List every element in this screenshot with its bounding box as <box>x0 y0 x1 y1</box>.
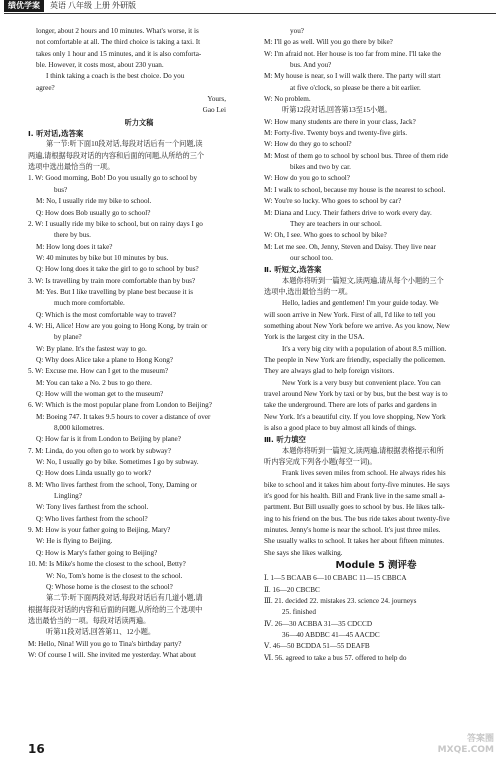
answer-line: 25. finished <box>282 608 316 617</box>
text-line: bus. And you? <box>290 61 332 70</box>
text-line: Q: How is Mary's father going to Beijing? <box>36 548 158 557</box>
text-line: 选项中,选出最恰当的一项。 <box>264 287 353 296</box>
text-line: something about New York before we arrive. As you know, New <box>264 321 450 330</box>
text-line: 听力文稿 <box>124 117 154 127</box>
text-line: 5. W: Excuse me. How can I get to the museum? <box>28 367 169 376</box>
text-line: at five o'clock, so please be there a bit earlier. <box>290 83 421 92</box>
text-line: Q: Who lives farthest from the school? <box>36 514 148 523</box>
text-line: New York. It's a beautiful city. If you love shopping, New York <box>264 412 446 421</box>
text-line: York is the largest city in the USA. <box>264 333 365 342</box>
text-line: 8,000 kilometres. <box>54 424 105 433</box>
text-line: M: No, I usually ride my bike to school. <box>36 197 152 206</box>
text-line: 6. W: Which is the most popular plane from London to Beijing? <box>28 401 212 410</box>
text-line: partment. But Bill usually goes to school by bus. He likes talk- <box>264 503 445 512</box>
text-line: W: Oh, I see. Who goes to school by bike? <box>264 231 387 240</box>
answer-line: Ⅲ. 21. decided 22. mistakes 23. science 24. journeys <box>264 596 417 605</box>
text-line: 听第11段对话,回答第11、12小题。 <box>46 628 156 637</box>
text-line: Q: How does Bob usually go to school? <box>36 208 151 217</box>
text-line: W: Of course I will. She invited me yesterday. What about <box>28 650 196 659</box>
text-line: bikes and two by car. <box>290 163 351 172</box>
module-test-title: Module 5 测评卷 <box>335 560 417 572</box>
text-line: W: No, Tom's home is the closest to the school. <box>46 571 183 580</box>
text-line: Yours, <box>207 95 226 104</box>
text-line: M: Forty-five. Twenty boys and twenty-five girls. <box>264 129 408 138</box>
text-line: M: How long does it take? <box>36 242 113 251</box>
text-line: Gao Lei <box>202 106 226 115</box>
text-line: 两遍,请根据每段对话的内容和后面的问题,从所给的三个 <box>28 151 205 160</box>
answer-key <box>264 573 488 664</box>
page-number: 16 <box>28 742 45 756</box>
text-line: Frank lives seven miles from school. He always rides his <box>282 469 446 478</box>
text-line: 9. M: How is your father going to Beijing, Mary? <box>28 526 171 535</box>
text-line: 2. W: I usually ride my bike to school, but on rainy days I go <box>28 219 203 228</box>
text-line: bike to school and it takes him about forty-five minutes. He says <box>264 480 450 489</box>
left-column <box>28 26 250 661</box>
text-line: W: Tony lives farthest from the school. <box>36 503 149 512</box>
text-line: M: Most of them go to school by school bus. Three of them ride <box>264 151 449 160</box>
text-line: much more comfortable. <box>54 299 125 308</box>
series-label: 绩优学案 <box>4 0 44 12</box>
text-line: will soon arrive in New York. First of all, I'd like to tell you <box>264 310 436 319</box>
answer-line: 36—40 ABDBC 41—45 AACDC <box>282 630 380 639</box>
text-line: W: How do they go to school? <box>264 140 352 149</box>
page-header <box>0 0 500 12</box>
text-line: not comfortable at all. The third choice is taking a taxi. It <box>36 38 201 47</box>
text-line: 听第12段对话,回答第13至15小题。 <box>282 106 392 115</box>
text-line: W: By plane. It's the fastest way to go. <box>36 344 147 353</box>
text-line: Q: Whose home is the closest to the school? <box>46 582 173 591</box>
text-line: M: My house is near, so I will walk there. The party will start <box>264 72 441 81</box>
text-line: 根据每段对话的内容和后面的问题,从所给的三个选项中 <box>28 605 203 614</box>
text-line: M: Boeing 747. It takes 9.5 hours to cover a distance of over <box>36 412 211 421</box>
text-line: 第一节:听下面10段对话,每段对话后有一个问题,读 <box>46 140 203 149</box>
text-line: our school too. <box>290 253 333 262</box>
text-line: takes only 1 hour and 15 minutes, and it is also comforta- <box>36 49 202 58</box>
answer-line: Ⅵ. 56. agreed to take a bus 57. offered to help do <box>264 653 407 662</box>
text-line: W: I'm afraid not. Her house is too far from mine. I'll take the <box>264 49 441 58</box>
text-line: agree? <box>36 83 55 92</box>
text-line: Ⅲ. 听力填空 <box>264 435 306 445</box>
text-line: The people in New York are friendly, especially the policemen. <box>264 355 446 364</box>
text-line: there by bus. <box>54 231 91 240</box>
answer-line: Ⅳ. 26—30 ACBBA 31—35 CDCCD <box>264 619 373 628</box>
text-line: 选项中选出最恰当的一项。 <box>28 163 115 172</box>
text-line: Q: How far is it from London to Beijing by plane? <box>36 435 181 444</box>
book-subtitle: 英语 八年级 上册 外研版 <box>50 1 136 10</box>
text-line: is also a good place to buy almost all kinds of things. <box>264 424 417 433</box>
text-line: Q: How long does it take the girl to go to school by bus? <box>36 265 199 274</box>
text-line: by plane? <box>54 333 82 342</box>
text-line: M: You can take a No. 2 bus to go there. <box>36 378 152 387</box>
text-line: M: I walk to school, because my house is the nearest to school. <box>264 185 446 194</box>
text-line: W: You're so lucky. Who goes to school by car? <box>264 197 402 206</box>
text-line: New York is a very busy but convenient place. You can <box>282 378 441 387</box>
watermark-text: 答案圈 <box>466 734 494 744</box>
text-line: 7. M: Linda, do you often go to work by subway? <box>28 446 171 455</box>
text-line: Q: How will the woman get to the museum? <box>36 390 164 398</box>
text-line: They are teachers in our school. <box>290 219 382 228</box>
text-line: 1. W: Good morning, Bob! Do you usually go to school by <box>28 174 198 183</box>
text-line: W: He is flying to Beijing. <box>36 537 113 546</box>
listening-transcript-continued <box>264 26 488 559</box>
text-line: W: No, I usually go by bike. Sometimes I go by subway. <box>36 458 199 467</box>
text-line: 本题你将听到一篇短文,读两遍,请根据表格提示和所 <box>282 446 444 455</box>
text-line: 10. M: Is Mike's home the closest to the school, Betty? <box>28 560 186 569</box>
text-line: M: Yes. But I like travelling by plane best because it is <box>36 287 194 296</box>
text-line: I think taking a coach is the best choice. Do you <box>46 72 185 81</box>
text-line: 选出最恰当的一项。每段对话读两遍。 <box>28 616 151 625</box>
right-column <box>264 26 488 664</box>
text-line: Ⅰ. 听对话,选答案 <box>28 129 84 139</box>
text-line: M: Hello, Nina! Will you go to Tina's birthday party? <box>28 639 182 648</box>
text-line: W: How do you go to school? <box>264 174 350 183</box>
watermark-logo <box>414 734 494 758</box>
watermark-url: MXQE.COM <box>437 745 494 755</box>
text-line: It's a very big city with a population of about 8.5 million. <box>282 344 447 353</box>
header-rule <box>4 13 496 14</box>
text-line: Hello, ladies and gentlemen! I'm your guide today. We <box>282 299 439 308</box>
text-line: Lingling? <box>54 492 82 501</box>
text-line: Q: Why does Alice take a plane to Hong Kong? <box>36 355 173 364</box>
text-line: 8. M: Who lives farthest from the school, Tony, Daming or <box>28 480 198 489</box>
text-line: 听内容完成下列各小题(每空一词)。 <box>264 458 377 467</box>
text-line: bus? <box>54 185 68 194</box>
text-line: Ⅱ. 听短文,选答案 <box>264 265 322 275</box>
text-line: ing to his friend on the bus. The bus ride takes about twenty-five <box>264 514 450 523</box>
text-line: M: Diana and Lucy. Their fathers drive to work every day. <box>264 208 432 217</box>
text-line: Q: Which is the most comfortable way to travel? <box>36 310 176 319</box>
text-line: travel around New York by taxi or by bus, but the best way is to <box>264 390 448 398</box>
text-line: She says she likes walking. <box>264 548 343 557</box>
text-line: 4. W: Hi, Alice! How are you going to Hong Kong, by train or <box>28 321 208 330</box>
text-line: W: 40 minutes by bike but 10 minutes by bus. <box>36 253 169 262</box>
text-line: 3. W: Is travelling by train more comfortable than by bus? <box>28 276 196 285</box>
text-line: 本题你将听到一篇短文,读两遍,请从每个小题的三个 <box>282 276 444 285</box>
text-line: M: Let me see. Oh, Jenny, Steven and Daisy. They live near <box>264 242 436 251</box>
text-line: She usually walks to school. It takes her about fifteen minutes. <box>264 537 445 546</box>
text-line: W: No problem. <box>264 95 311 104</box>
text-line: 第二节:听下面两段对话,每段对话后有几道小题,请 <box>46 594 203 603</box>
text-line: W: How many students are there in your class, Jack? <box>264 117 416 126</box>
answer-line: Ⅱ. 16—20 CBCBC <box>264 585 320 594</box>
text-line: you? <box>290 27 304 35</box>
text-line: take the underground. There are lots of parks and gardens in <box>264 401 437 410</box>
answer-line: Ⅰ. 1—5 BCAAB 6—10 CBABC 11—15 CBBCA <box>264 574 407 583</box>
answer-line: Ⅴ. 46—50 BCDDA 51—55 DEAFB <box>264 642 370 651</box>
text-line: Q: How does Linda usually go to work? <box>36 469 152 478</box>
text-line: M: I'll go as well. Will you go there by bike? <box>264 38 393 47</box>
text-line: longer, about 2 hours and 10 minutes. What's worse, it is <box>36 27 199 35</box>
text-line: it's good for his health. Bill and Frank live in the same small a- <box>264 492 445 501</box>
text-line: ble. However, it costs most, about 230 yuan. <box>36 61 164 70</box>
text-line: They are always glad to help foreign visitors. <box>264 367 395 376</box>
text-line: minutes. Jenny's home is near the school. It's just three miles. <box>264 526 441 535</box>
